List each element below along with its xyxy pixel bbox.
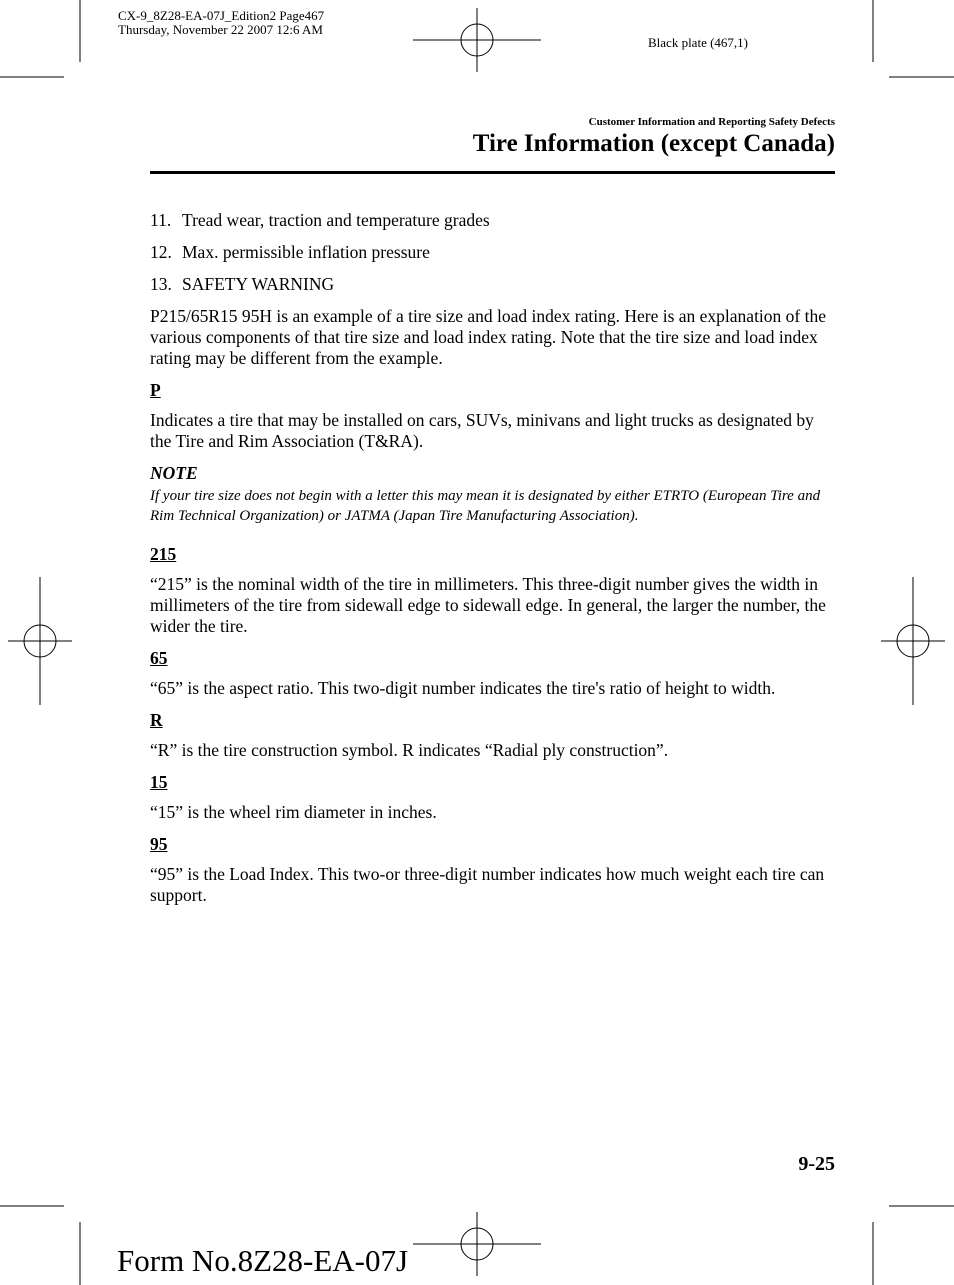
list-item-text: SAFETY WARNING bbox=[182, 274, 335, 294]
section-text-15: “15” is the wheel rim diameter in inches. bbox=[150, 802, 437, 822]
section-text-95: “95” is the Load Index. This two-or three-digit number indicates how much weight each tire can support. bbox=[150, 864, 825, 905]
note-heading: NOTE bbox=[150, 463, 198, 483]
section-heading-r: R bbox=[150, 710, 163, 730]
list-item bbox=[150, 210, 838, 231]
section-text-65: “65” is the aspect ratio. This two-digit number indicates the tire's ratio of height to width. bbox=[150, 678, 776, 698]
note-text: If your tire size does not begin with a letter this may mean it is designated by either ETRTO (European Tire and Rim Technical Organization) or JATMA (Japan Tire Manufacturing Association). bbox=[150, 488, 821, 524]
print-info bbox=[118, 9, 324, 37]
list-item bbox=[150, 274, 838, 295]
print-file-line: CX-9_8Z28-EA-07J_Edition2 Page467 bbox=[118, 8, 325, 23]
section-text-215: “215” is the nominal width of the tire in millimeters. This three-digit number gives the width in millimeters of the tire from sidewall edge to sidewall edge. In general, the larger the number, the wider the tire. bbox=[150, 574, 826, 636]
black-plate-label: Black plate (467,1) bbox=[648, 35, 748, 50]
list-item bbox=[150, 242, 838, 263]
section-header: Customer Information and Reporting Safety Defects bbox=[588, 116, 835, 128]
list-item-text: Max. permissible inflation pressure bbox=[182, 242, 430, 262]
page-title: Tire Information (except Canada) bbox=[472, 130, 835, 157]
title-rule bbox=[150, 171, 835, 174]
form-number: Form No.8Z28-EA-07J bbox=[117, 1243, 409, 1278]
list-item-number: 13. bbox=[150, 274, 172, 294]
page-content bbox=[150, 210, 838, 917]
list-item-number: 12. bbox=[150, 242, 172, 262]
list-item-number: 11. bbox=[150, 210, 172, 230]
section-heading-15: 15 bbox=[150, 772, 168, 792]
section-heading-p: P bbox=[150, 380, 161, 400]
section-heading-95: 95 bbox=[150, 834, 168, 854]
print-date-line: Thursday, November 22 2007 12:6 AM bbox=[118, 22, 323, 37]
page-number: 9-25 bbox=[798, 1153, 835, 1175]
intro-paragraph: P215/65R15 95H is an example of a tire size and load index rating. Here is an explanation of the various components of that tire size and load index rating. Note that the tire size and load index rating may be different from the example. bbox=[150, 306, 826, 368]
section-text-p: Indicates a tire that may be installed on cars, SUVs, minivans and light trucks as designated by the Tire and Rim Association (T&RA). bbox=[150, 410, 814, 451]
section-heading-65: 65 bbox=[150, 648, 168, 668]
section-text-r: “R” is the tire construction symbol. R indicates “Radial ply construction”. bbox=[150, 740, 669, 760]
section-heading-215: 215 bbox=[150, 544, 177, 564]
list-item-text: Tread wear, traction and temperature grades bbox=[182, 210, 490, 230]
